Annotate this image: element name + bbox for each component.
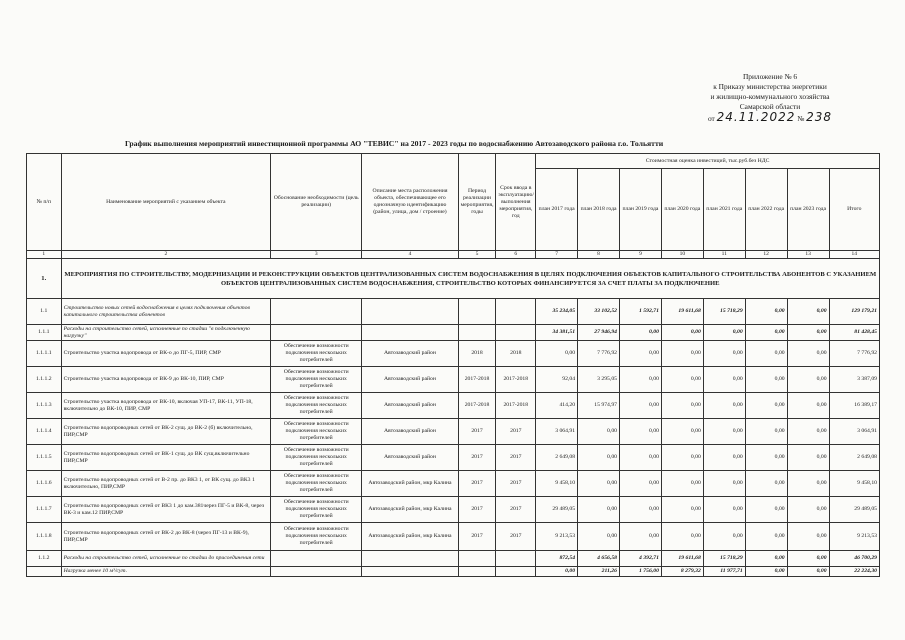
section-num: 1.: [27, 259, 62, 299]
date-prefix: от: [707, 114, 715, 123]
row-year-value: 0,00: [620, 419, 662, 445]
row-name: Нагрузка менее 10 м³/сут.: [61, 567, 271, 577]
appendix-date-line: [690, 112, 850, 124]
row-name: Строительство водопроводных сетей от ВК-1 сущ. до ВК сущ.включительно ПИР,СМР: [61, 445, 271, 471]
row-year-value: 4 392,71: [620, 551, 662, 567]
section-row: [27, 259, 880, 299]
row-year-value: 0,00: [787, 299, 829, 325]
row-year-value: 0,00: [787, 551, 829, 567]
row-num: 1.1.1.8: [27, 523, 62, 551]
row-year-value: 0,00: [536, 567, 578, 577]
row-commissioning: [496, 299, 536, 325]
row-year-value: 0,00: [661, 367, 703, 393]
number-prefix: №: [797, 114, 805, 123]
col-number: 10: [661, 251, 703, 259]
row-year-value: 0,00: [578, 445, 620, 471]
row-year-value: 0,00: [745, 341, 787, 367]
row-year-value: 0,00: [661, 471, 703, 497]
col-number: 4: [362, 251, 458, 259]
row-year-value: 0,00: [745, 551, 787, 567]
row-period: 2017-2018: [458, 367, 496, 393]
row-name: Строительство участка водопровода от ВК-о до ПГ-5, ПИР, СМР: [61, 341, 271, 367]
row-year-value: 0,00: [703, 325, 745, 341]
row-location: [362, 551, 458, 567]
row-year-value: 211,26: [578, 567, 620, 577]
row-year-value: 29 489,05: [536, 497, 578, 523]
row-year-value: 27 946,94: [578, 325, 620, 341]
row-year-value: 0,00: [620, 393, 662, 419]
row-location: [362, 299, 458, 325]
row-year-value: 92,04: [536, 367, 578, 393]
row-year-value: 0,00: [703, 497, 745, 523]
col-number: 14: [829, 251, 879, 259]
row-location: Автозаводский район: [362, 367, 458, 393]
col-number: 9: [620, 251, 662, 259]
row-year-value: 4 656,58: [578, 551, 620, 567]
table-row: [27, 299, 880, 325]
header-year: план 2021 года: [703, 169, 745, 251]
row-name: Строительство новых сетей водоснабжения в целях подключения объектов капитального строительства абонентов: [61, 299, 271, 325]
row-year-value: 19 611,68: [661, 299, 703, 325]
row-year-value: 0,00: [578, 497, 620, 523]
row-year-value: 34 381,51: [536, 325, 578, 341]
row-year-value: 0,00: [620, 471, 662, 497]
row-year-value: 0,00: [745, 419, 787, 445]
row-year-value: 0,00: [578, 523, 620, 551]
row-commissioning: 2017: [496, 523, 536, 551]
row-commissioning: 2017: [496, 445, 536, 471]
section-title: МЕРОПРИЯТИЯ ПО СТРОИТЕЛЬСТВУ, МОДЕРНИЗАЦИИ И РЕКОНСТРУКЦИИ ОБЪЕКТОВ ЦЕНТРАЛИЗОВАННЫХ СИСТЕМ ВОДОСНАБЖЕНИЯ В ЦЕЛЯХ ПОДКЛЮЧЕНИЯ ОБЪЕКТОВ КАПИТАЛЬНОГО СТРОИТЕЛЬСТВА АБОНЕНТОВ С УКАЗАНИЕМ ОБЪЕКТОВ ЦЕНТРАЛИЗОВАННЫХ СИСТЕМ ВОДОСНАБЖЕНИЯ, СТРОИТЕЛЬСТВО КОТОРЫХ ФИНАНСИРУЕТСЯ ЗА СЧЕТ ПЛАТЫ ЗА ПОДКЛЮЧЕНИЕ: [61, 259, 879, 299]
row-num: 1.1.1.2: [27, 367, 62, 393]
row-year-value: 0,00: [703, 419, 745, 445]
header-year: план 2019 года: [620, 169, 662, 251]
row-year-value: 0,00: [620, 497, 662, 523]
row-num: [27, 567, 62, 577]
row-year-value: 0,00: [578, 419, 620, 445]
table-row: [27, 393, 880, 419]
row-num: 1.1.1.3: [27, 393, 62, 419]
row-period: 2018: [458, 341, 496, 367]
row-year-value: 0,00: [703, 523, 745, 551]
appendix-line-2: к Приказу министерства энергетики: [713, 82, 827, 91]
row-year-value: 0,00: [661, 523, 703, 551]
row-year-value: 0,00: [745, 393, 787, 419]
row-year-value: 0,00: [620, 341, 662, 367]
row-location: Автозаводский район: [362, 419, 458, 445]
row-year-value: 0,00: [745, 567, 787, 577]
row-period: 2017: [458, 471, 496, 497]
row-year-value: 0,00: [661, 419, 703, 445]
row-year-value: 0,00: [745, 497, 787, 523]
row-year-value: 1 756,00: [620, 567, 662, 577]
document-title: График выполнения мероприятий инвестиционной программы АО "ТЕВИС" на 2017 - 2023 годы по водоснабжению Автозаводского района г.о. Тольятти: [125, 139, 664, 148]
row-year-value: 0,00: [787, 445, 829, 471]
row-period: 2017: [458, 497, 496, 523]
row-num: 1.1.2: [27, 551, 62, 567]
row-num: 1.1.1.5: [27, 445, 62, 471]
row-year-value: 0,00: [620, 367, 662, 393]
row-year-value: 0,00: [745, 471, 787, 497]
row-total: 7 776,92: [829, 341, 879, 367]
row-name: Строительство водопроводных сетей от В-2 пр. до ВК3 1, от ВК сущ. до ВК3 1 включительно, ПИР,СМР: [61, 471, 271, 497]
row-total: 2 649,08: [829, 445, 879, 471]
row-year-value: 0,00: [703, 445, 745, 471]
row-justification: Обеспечение возможности подключения нескольких потребителей: [271, 367, 362, 393]
header-row-1: [27, 154, 880, 169]
row-commissioning: 2017: [496, 419, 536, 445]
row-year-value: 15 974,97: [578, 393, 620, 419]
row-year-value: 1 592,71: [620, 299, 662, 325]
col-number: 13: [787, 251, 829, 259]
row-period: [458, 325, 496, 341]
appendix-block: [690, 72, 850, 124]
row-name: Расходы на строительство сетей, исполненные по стадии до присоединения сети: [61, 551, 271, 567]
row-name: Строительство водопроводных сетей от ВК3 1 до кам.381через ПГ-5 и ВК-8, через ВК-3 и кам.12 ПИР,СМР: [61, 497, 271, 523]
col-number: 2: [61, 251, 271, 259]
row-justification: Обеспечение возможности подключения нескольких потребителей: [271, 497, 362, 523]
header-justification: Обоснование необходимости (цель реализации): [271, 154, 362, 251]
col-number: 6: [496, 251, 536, 259]
appendix-line-4: Самарской области: [739, 102, 801, 111]
row-year-value: 33 102,52: [578, 299, 620, 325]
row-justification: Обеспечение возможности подключения нескольких потребителей: [271, 393, 362, 419]
row-year-value: 0,00: [661, 325, 703, 341]
table-row: [27, 567, 880, 577]
investment-schedule-table: [26, 153, 880, 577]
row-total: 9 213,53: [829, 523, 879, 551]
header-year: план 2022 года: [745, 169, 787, 251]
row-year-value: 0,00: [661, 393, 703, 419]
row-justification: Обеспечение возможности подключения нескольких потребителей: [271, 445, 362, 471]
row-num: 1.1.1.1: [27, 341, 62, 367]
row-year-value: 0,00: [661, 445, 703, 471]
header-commissioning: Срок ввода в эксплуатацию/ выполнения мероприятия, год: [496, 154, 536, 251]
row-year-value: 0,00: [787, 497, 829, 523]
row-year-value: 3 064,91: [536, 419, 578, 445]
row-year-value: 0,00: [703, 393, 745, 419]
row-total: 3 064,91: [829, 419, 879, 445]
row-name: Строительство водопроводных сетей от ВК-2 сущ. до ВК-2 (б) включительно, ПИР,СМР: [61, 419, 271, 445]
header-year: план 2018 года: [578, 169, 620, 251]
col-number: 12: [745, 251, 787, 259]
row-year-value: 0,00: [787, 367, 829, 393]
header-period: Период реализации мероприятия, годы: [458, 154, 496, 251]
col-number: 7: [536, 251, 578, 259]
row-year-value: 0,00: [787, 325, 829, 341]
row-location: Автозаводский район: [362, 341, 458, 367]
row-justification: [271, 299, 362, 325]
handwritten-number: 238: [806, 110, 833, 124]
row-location: Автозаводский район, мкр Калина: [362, 497, 458, 523]
row-year-value: 7 776,92: [578, 341, 620, 367]
row-year-value: 0,00: [703, 471, 745, 497]
row-name: Строительство участка водопровода от ВК-10, включая УП-17, ВК-11, УП-18, включительно до ВК-10, ПИР, СМР: [61, 393, 271, 419]
row-year-value: 0,00: [661, 497, 703, 523]
row-total: 16 389,17: [829, 393, 879, 419]
row-year-value: 0,00: [745, 299, 787, 325]
appendix-line-3: и жилищно-коммунального хозяйства: [710, 92, 830, 101]
col-number: 3: [271, 251, 362, 259]
row-justification: Обеспечение возможности подключения нескольких потребителей: [271, 471, 362, 497]
header-location: Описание места расположения объекта, обеспечивающее его однозначную идентификацию (район, улица, дом / строение): [362, 154, 458, 251]
col-number: 5: [458, 251, 496, 259]
row-num: 1.1: [27, 299, 62, 325]
row-justification: [271, 567, 362, 577]
header-cost-group: Стоимостная оценка инвестиций, тыс.руб.без НДС: [536, 154, 880, 169]
row-year-value: 0,00: [703, 341, 745, 367]
row-total: 29 489,05: [829, 497, 879, 523]
row-num: 1.1.1.6: [27, 471, 62, 497]
row-period: 2017: [458, 419, 496, 445]
row-year-value: 9 458,10: [536, 471, 578, 497]
row-year-value: 0,00: [787, 567, 829, 577]
row-year-value: 9 213,53: [536, 523, 578, 551]
col-number: 11: [703, 251, 745, 259]
row-location: Автозаводский район: [362, 445, 458, 471]
row-year-value: 0,00: [787, 393, 829, 419]
row-commissioning: [496, 567, 536, 577]
header-num: № п/п: [27, 154, 62, 251]
row-total: 9 458,10: [829, 471, 879, 497]
col-number: 1: [27, 251, 62, 259]
header-year: план 2020 года: [661, 169, 703, 251]
row-year-value: 0,00: [745, 445, 787, 471]
row-name: Строительство участка водопровода от ВК-9 до ВК-10, ПИР, СМР: [61, 367, 271, 393]
row-num: 1.1.1.7: [27, 497, 62, 523]
row-year-value: 0,00: [703, 367, 745, 393]
row-year-value: 0,00: [620, 523, 662, 551]
table-row: [27, 551, 880, 567]
row-num: 1.1.1.4: [27, 419, 62, 445]
header-year: план 2017 года: [536, 169, 578, 251]
table-row: [27, 325, 880, 341]
row-year-value: 15 718,29: [703, 551, 745, 567]
row-commissioning: [496, 325, 536, 341]
row-year-value: 0,00: [787, 419, 829, 445]
row-year-value: 414,20: [536, 393, 578, 419]
row-commissioning: 2017: [496, 471, 536, 497]
row-year-value: 15 718,29: [703, 299, 745, 325]
row-period: 2017: [458, 523, 496, 551]
row-name: Расходы на строительство сетей, исполненные по стадии "в подключенную нагрузку": [61, 325, 271, 341]
table-row: [27, 419, 880, 445]
row-commissioning: 2018: [496, 341, 536, 367]
table-row: [27, 497, 880, 523]
row-period: 2017-2018: [458, 393, 496, 419]
header-year: план 2023 года: [787, 169, 829, 251]
row-period: [458, 551, 496, 567]
appendix-line-1: Приложение № 6: [742, 72, 798, 81]
row-location: [362, 325, 458, 341]
row-justification: Обеспечение возможности подключения нескольких потребителей: [271, 341, 362, 367]
col-number: 8: [578, 251, 620, 259]
table-row: [27, 445, 880, 471]
row-year-value: 0,00: [787, 471, 829, 497]
handwritten-date: 24.11.2022: [716, 110, 796, 124]
row-period: [458, 567, 496, 577]
row-year-value: 0,00: [620, 445, 662, 471]
row-period: 2017: [458, 445, 496, 471]
row-commissioning: 2017-2018: [496, 393, 536, 419]
table-row: [27, 471, 880, 497]
row-period: [458, 299, 496, 325]
row-justification: [271, 325, 362, 341]
row-year-value: 35 234,05: [536, 299, 578, 325]
row-total: 129 179,21: [829, 299, 879, 325]
row-total: 3 387,09: [829, 367, 879, 393]
row-justification: [271, 551, 362, 567]
header-total: Итого: [829, 169, 879, 251]
row-total: 46 700,29: [829, 551, 879, 567]
row-year-value: 3 295,05: [578, 367, 620, 393]
table-row: [27, 523, 880, 551]
row-location: Автозаводский район: [362, 393, 458, 419]
row-year-value: 0,00: [578, 471, 620, 497]
row-name: Строительство водопроводных сетей от ВК-2 до ВК-8 (через ПГ-13 и ВК-9), ПИР,СМР: [61, 523, 271, 551]
row-year-value: 0,00: [536, 341, 578, 367]
row-total: 22 224,30: [829, 567, 879, 577]
row-commissioning: [496, 551, 536, 567]
row-year-value: 0,00: [787, 523, 829, 551]
row-year-value: 872,54: [536, 551, 578, 567]
row-commissioning: 2017-2018: [496, 367, 536, 393]
header-name: Наименование мероприятий с указанием объекта: [61, 154, 271, 251]
row-year-value: 11 977,71: [703, 567, 745, 577]
row-justification: Обеспечение возможности подключения нескольких потребителей: [271, 419, 362, 445]
row-year-value: 0,00: [620, 325, 662, 341]
row-location: Автозаводский район, мкр Калина: [362, 471, 458, 497]
table-row: [27, 367, 880, 393]
row-year-value: 0,00: [745, 523, 787, 551]
row-num: 1.1.1: [27, 325, 62, 341]
row-justification: Обеспечение возможности подключения нескольких потребителей: [271, 523, 362, 551]
row-total: 81 428,45: [829, 325, 879, 341]
row-year-value: 0,00: [787, 341, 829, 367]
row-year-value: 2 649,08: [536, 445, 578, 471]
row-location: [362, 567, 458, 577]
row-year-value: 0,00: [745, 367, 787, 393]
row-year-value: 8 279,32: [661, 567, 703, 577]
row-year-value: 0,00: [745, 325, 787, 341]
column-numbers-row: [27, 251, 880, 259]
row-year-value: 19 611,68: [661, 551, 703, 567]
row-commissioning: 2017: [496, 497, 536, 523]
row-year-value: 0,00: [661, 341, 703, 367]
table-row: [27, 341, 880, 367]
row-location: Автозаводский район, мкр Калина: [362, 523, 458, 551]
